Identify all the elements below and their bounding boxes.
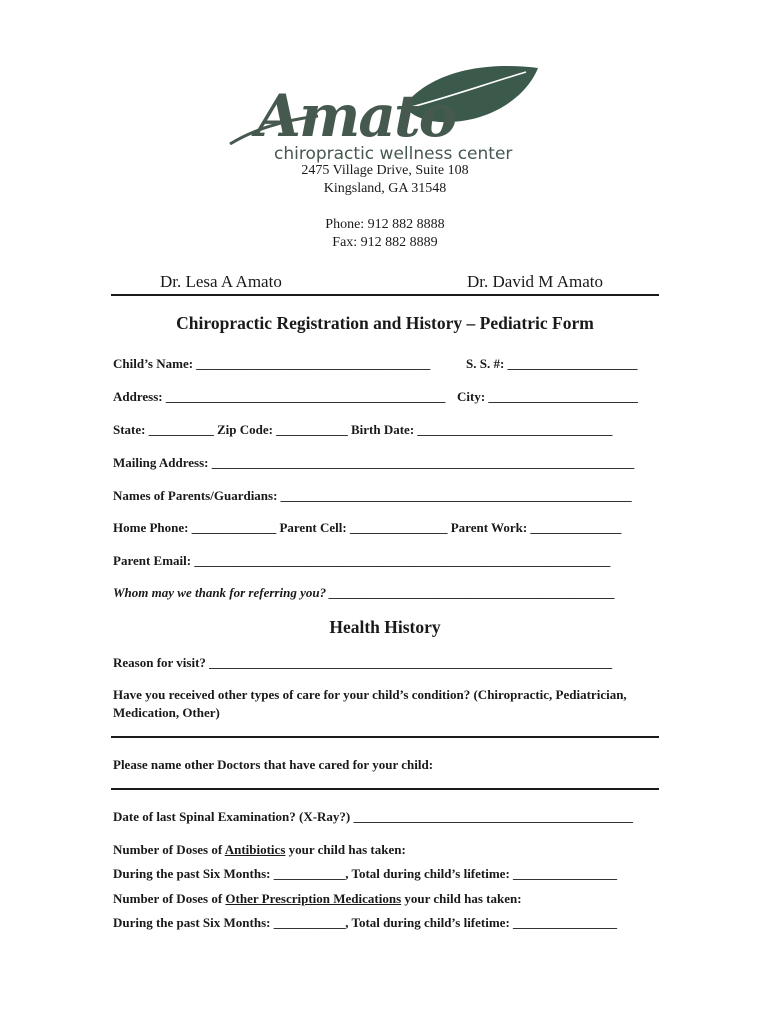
address-phone: Phone: 912 882 8888: [325, 217, 445, 232]
city-field[interactable]: City: _______________________: [457, 389, 638, 404]
mailing-address-field[interactable]: Mailing Address: _________________________________________________________________: [113, 455, 635, 470]
antibiotics-post: your child has taken:: [285, 842, 406, 857]
address-city: Kingsland, GA 31548: [323, 181, 447, 196]
amato-logo: [226, 58, 544, 166]
health-history-title: Health History: [329, 617, 441, 637]
logo-tagline: chiropractic wellness center: [274, 144, 513, 164]
reason-field[interactable]: Reason for visit? ______________________________________________________________: [113, 655, 613, 670]
form-title: Chiropractic Registration and History – Pediatric Form: [176, 313, 594, 333]
other-care-question: Have you received other types of care for your child’s condition? (Chiropractic, Pediatrician, Medication, Other): [113, 687, 627, 720]
other-care-answer-line[interactable]: [111, 736, 659, 738]
logo-wordmark: Amato: [256, 82, 456, 150]
header-divider: [111, 294, 659, 296]
antibiotics-label: Antibiotics: [224, 842, 286, 857]
other-doctors-answer-line[interactable]: [111, 788, 659, 790]
doctor-lesa: Dr. Lesa A Amato: [160, 272, 282, 291]
last-spinal-field[interactable]: Date of last Spinal Examination? (X-Ray?) ___________________________________________: [113, 809, 634, 824]
phones-field[interactable]: Home Phone: _____________ Parent Cell: _______________ Parent Work: ______________: [113, 520, 622, 535]
state-zip-birth-field[interactable]: State: __________ Zip Code: ___________ Birth Date: ______________________________: [113, 422, 613, 437]
antibiotics-question: [113, 842, 406, 858]
parents-field[interactable]: Names of Parents/Guardians: ______________________________________________________: [113, 488, 632, 503]
referral-field[interactable]: Whom may we thank for referring you? ____________________________________________: [113, 585, 616, 600]
other-doctors-question: Please name other Doctors that have cared for your child:: [113, 757, 434, 772]
rx-post: your child has taken:: [401, 891, 522, 906]
rx-pre: Number of Doses of: [113, 891, 226, 906]
antibiotics-pre: Number of Doses of: [113, 842, 225, 857]
parent-email-field[interactable]: Parent Email: ________________________________________________________________: [113, 553, 611, 568]
rx-period-field[interactable]: During the past Six Months: ___________, Total during child’s lifetime: ________________: [113, 915, 618, 930]
rx-question: [113, 891, 522, 907]
address-street: 2475 Village Drive, Suite 108: [301, 163, 469, 178]
antibiotics-period-field[interactable]: During the past Six Months: ___________, Total during child’s lifetime: ________________: [113, 866, 618, 881]
doctor-david: Dr. David M Amato: [467, 272, 603, 291]
rx-label: Other Prescription Medications: [225, 891, 402, 906]
address-fax: Fax: 912 882 8889: [332, 235, 438, 250]
child-name-field[interactable]: Child’s Name: ____________________________________: [113, 356, 431, 371]
address-field[interactable]: Address: ___________________________________________: [113, 389, 446, 404]
ssn-field[interactable]: S. S. #: ____________________: [466, 356, 638, 371]
